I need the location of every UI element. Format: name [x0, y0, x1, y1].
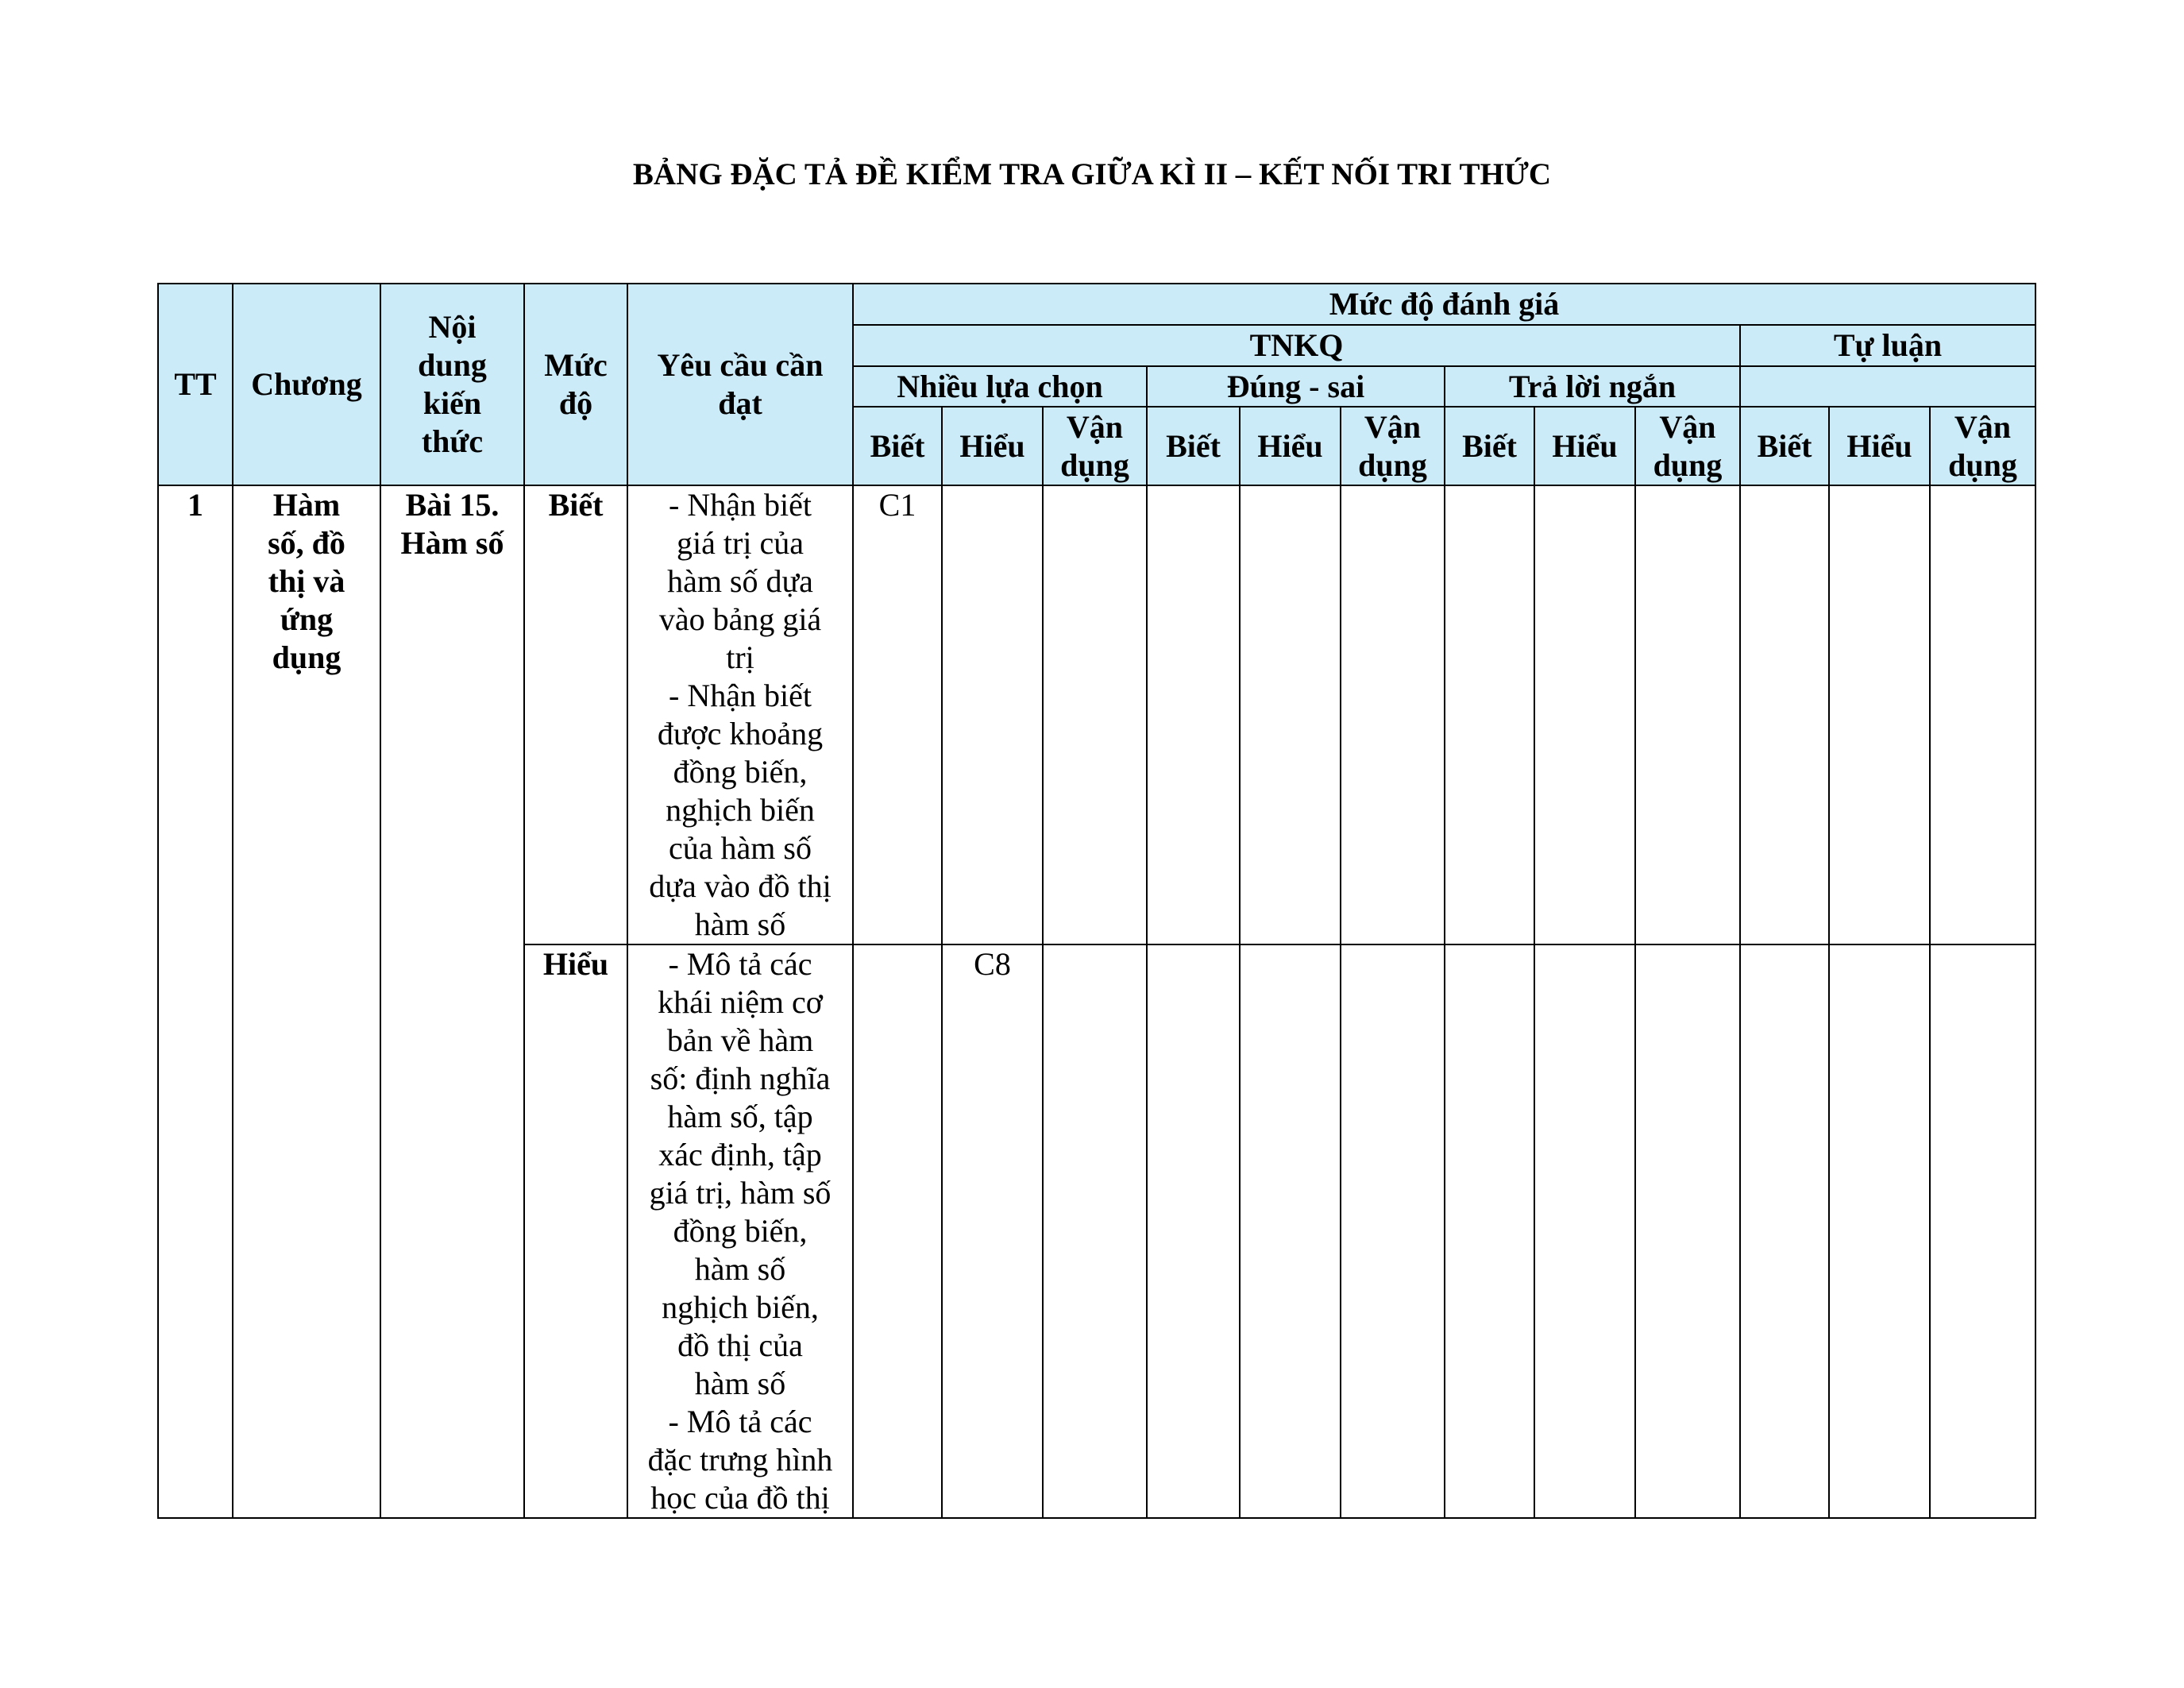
header-level-van-dung: Vận dụng [1930, 407, 2035, 485]
cell [1930, 485, 2035, 944]
cell-mc-hieu: C8 [942, 944, 1043, 1518]
header-level-biet: Biết [1740, 407, 1829, 485]
specification-table [157, 283, 2036, 1519]
cell [1147, 485, 1240, 944]
row-level-hieu: Hiểu [524, 944, 627, 1518]
header-level-van-dung: Vận dụng [1043, 407, 1147, 485]
header-tnkq: TNKQ [853, 325, 1740, 366]
header-level-hieu: Hiểu [942, 407, 1043, 485]
row-requirements-biet: - Nhận biết giá trị của hàm số dựa vào bảng giá trị - Nhận biết được khoảng đồng biến, nghịch biến của hàm số dựa vào đồ thị hàm số [627, 485, 853, 944]
row-tt: 1 [158, 485, 233, 1518]
header-nhieu-lua-chon: Nhiều lựa chọn [853, 366, 1147, 407]
header-tu-luan: Tự luận [1740, 325, 2035, 366]
cell [1829, 944, 1930, 1518]
row-level-biet: Biết [524, 485, 627, 944]
cell [1445, 485, 1534, 944]
header-noi-dung: Nội dung kiến thức [380, 284, 524, 485]
header-dung-sai: Đúng - sai [1147, 366, 1445, 407]
cell [1534, 944, 1635, 1518]
cell [1240, 944, 1341, 1518]
header-tt: TT [158, 284, 233, 485]
header-muc-do: Mức độ [524, 284, 627, 485]
header-level-biet: Biết [1445, 407, 1534, 485]
cell [942, 485, 1043, 944]
header-tu-luan-blank [1740, 366, 2035, 407]
header-level-hieu: Hiểu [1240, 407, 1341, 485]
cell [1534, 485, 1635, 944]
table-row-biet [158, 485, 2035, 944]
cell [1740, 944, 1829, 1518]
cell [1341, 944, 1445, 1518]
cell [1147, 944, 1240, 1518]
header-tra-loi-ngan: Trả lời ngắn [1445, 366, 1740, 407]
header-yeu-cau: Yêu cầu cần đạt [627, 284, 853, 485]
row-requirements-hieu: - Mô tả các khái niệm cơ bản về hàm số: định nghĩa hàm số, tập xác định, tập giá trị, hàm số đồng biến, hàm số nghịch biến, đồ thị của hàm số - Mô tả các đặc trưng hình học của đồ thị [627, 944, 853, 1518]
cell [1635, 944, 1740, 1518]
header-level-biet: Biết [853, 407, 942, 485]
row-chuong: Hàm số, đồ thị và ứng dụng [233, 485, 380, 1518]
header-level-biet: Biết [1147, 407, 1240, 485]
header-level-van-dung: Vận dụng [1635, 407, 1740, 485]
header-muc-do-danh-gia: Mức độ đánh giá [853, 284, 2035, 325]
cell [1240, 485, 1341, 944]
header-chuong: Chương [233, 284, 380, 485]
cell [1930, 944, 2035, 1518]
header-level-hieu: Hiểu [1829, 407, 1930, 485]
header-level-van-dung: Vận dụng [1341, 407, 1445, 485]
cell [853, 944, 942, 1518]
cell-mc-biet: C1 [853, 485, 942, 944]
cell [1445, 944, 1534, 1518]
row-noi-dung: Bài 15. Hàm số [380, 485, 524, 1518]
cell [1043, 944, 1147, 1518]
cell [1043, 485, 1147, 944]
document-title: BẢNG ĐẶC TẢ ĐỀ KIỂM TRA GIỮA KÌ II – KẾT NỐI TRI THỨC [632, 157, 1552, 191]
cell [1740, 485, 1829, 944]
header-level-hieu: Hiểu [1534, 407, 1635, 485]
cell [1829, 485, 1930, 944]
cell [1341, 485, 1445, 944]
cell [1635, 485, 1740, 944]
